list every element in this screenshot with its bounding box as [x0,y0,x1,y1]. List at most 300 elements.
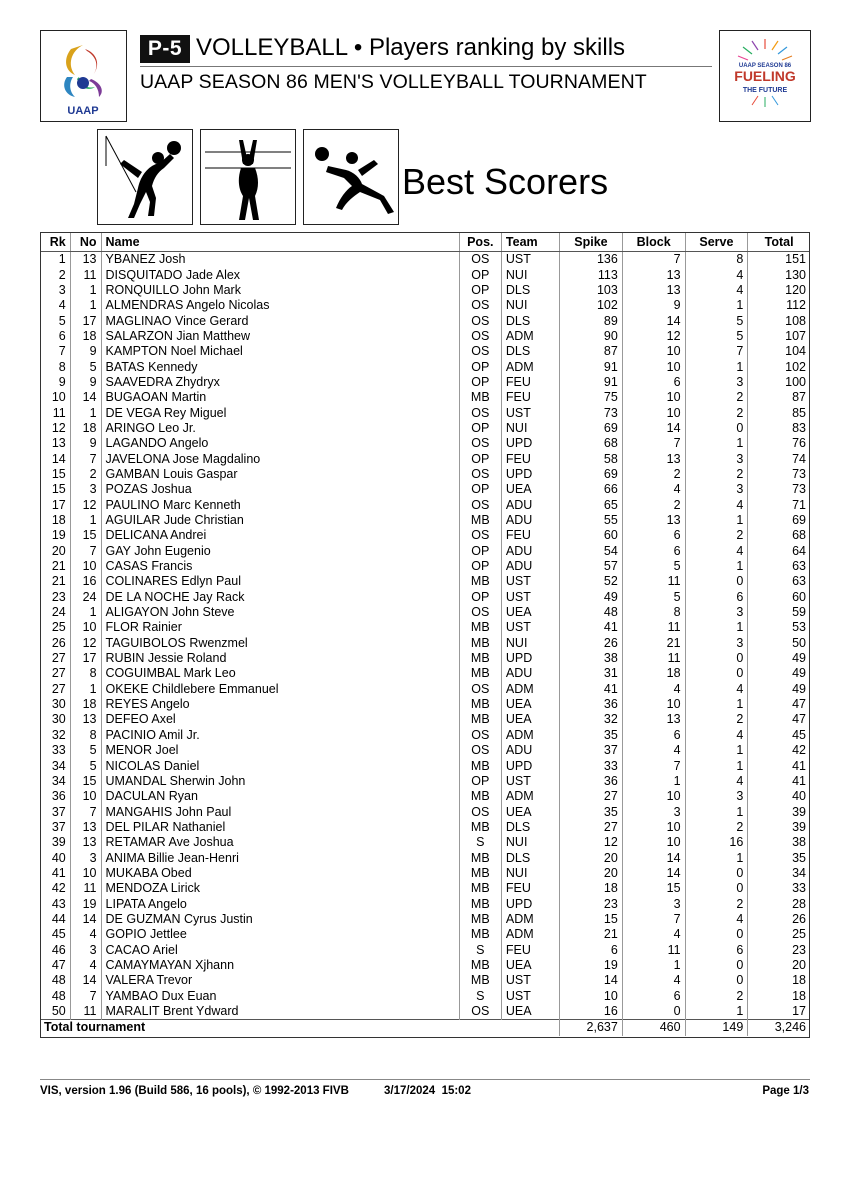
cell-rank: 43 [51,896,66,911]
cell-block: 3 [622,896,685,911]
cell-number: 13 [70,835,101,850]
cell-name: POZAS Joshua [101,482,459,497]
cell-position: MB [459,958,501,973]
cell-spike: 16 [560,1004,623,1020]
cell-position: MB [459,513,501,528]
cell-name: SALARZON Jian Matthew [101,329,459,344]
cell-name: GAMBAN Louis Gaspar [101,467,459,482]
cell-rank: 30 [51,712,66,727]
table-row [40,958,810,973]
cell-serve: 1 [685,620,748,635]
cell-position: MB [459,881,501,896]
footer-page-number: Page 1/3 [762,1085,809,1097]
cell-name: MAGLINAO Vince Gerard [101,313,459,328]
cell-team: UST [501,774,559,789]
cell-number: 5 [70,743,101,758]
table-row [40,390,810,405]
column-header-block: Block [622,232,685,252]
cell-rank: 14 [51,451,66,466]
cell-number: 7 [70,544,101,559]
table-row [40,513,810,528]
cell-block: 11 [622,942,685,957]
cell-serve: 2 [685,896,748,911]
cell-block: 10 [622,820,685,835]
cell-block: 14 [622,313,685,328]
cell-block: 0 [622,1004,685,1020]
cell-serve: 0 [685,421,748,436]
table-row [40,252,810,268]
footer-time: 15:02 [441,1085,471,1097]
cell-serve: 1 [685,359,748,374]
cell-team: UST [501,574,559,589]
cell-total: 85 [748,405,810,420]
cell-team: NUI [501,298,559,313]
cell-spike: 87 [560,344,623,359]
block-player-icon [200,129,296,225]
cell-name: DEL PILAR Nathaniel [101,820,459,835]
cell-team: UST [501,973,559,988]
cell-total: 73 [748,482,810,497]
cell-total: 18 [748,973,810,988]
cell-spike: 55 [560,513,623,528]
cell-block: 10 [622,390,685,405]
cell-team: FEU [501,451,559,466]
cell-number: 7 [70,804,101,819]
cell-serve: 1 [685,758,748,773]
table-row [40,697,810,712]
cell-spike: 36 [560,774,623,789]
cell-number: 11 [70,1004,101,1020]
cell-serve: 1 [685,436,748,451]
cell-total: 83 [748,421,810,436]
cell-position: OS [459,436,501,451]
cell-rank: 34 [51,758,66,773]
table-row [40,636,810,651]
cell-team: DLS [501,313,559,328]
cell-total: 74 [748,451,810,466]
cell-serve: 1 [685,697,748,712]
cell-block: 18 [622,666,685,681]
cell-position: OP [459,267,501,282]
cell-total: 42 [748,743,810,758]
cell-total: 47 [748,697,810,712]
cell-number: 8 [70,666,101,681]
table-row [40,651,810,666]
cell-number: 7 [70,989,101,1004]
cell-spike: 60 [560,528,623,543]
cell-name: COLINARES Edlyn Paul [101,574,459,589]
cell-team: NUI [501,835,559,850]
table-row [40,298,810,313]
cell-team: ADU [501,666,559,681]
cell-spike: 32 [560,712,623,727]
cell-spike: 75 [560,390,623,405]
cell-serve: 1 [685,850,748,865]
cell-total: 33 [748,881,810,896]
cell-name: LIPATA Angelo [101,896,459,911]
cell-block: 11 [622,574,685,589]
cell-spike: 90 [560,329,623,344]
cell-number: 10 [70,620,101,635]
cell-total: 50 [748,636,810,651]
cell-name: DACULAN Ryan [101,789,459,804]
cell-team: UPD [501,651,559,666]
cell-total: 64 [748,544,810,559]
table-row [40,774,810,789]
cell-number: 9 [70,375,101,390]
cell-team: FEU [501,390,559,405]
cell-number: 13 [70,712,101,727]
cell-spike: 113 [560,267,623,282]
cell-team: ADM [501,359,559,374]
table-row [40,666,810,681]
cell-name: SAAVEDRA Zhydryx [101,375,459,390]
cell-spike: 89 [560,313,623,328]
table-row [40,467,810,482]
table-row [40,283,810,298]
cell-number: 12 [70,498,101,513]
cell-team: ADM [501,927,559,942]
cell-name: MUKABA Obed [101,866,459,881]
cell-team: ADM [501,912,559,927]
cell-spike: 37 [560,743,623,758]
cell-block: 15 [622,881,685,896]
ranking-table-body [40,252,810,1020]
cell-total: 112 [748,298,810,313]
cell-block: 7 [622,252,685,268]
cell-block: 10 [622,789,685,804]
table-row [40,498,810,513]
cell-team: DLS [501,283,559,298]
cell-serve: 6 [685,942,748,957]
total-label: Total tournament [40,1020,560,1036]
cell-number: 2 [70,467,101,482]
cell-spike: 35 [560,804,623,819]
cell-position: MB [459,666,501,681]
cell-position: OS [459,682,501,697]
cell-name: JAVELONA Jose Magdalino [101,451,459,466]
column-header-spike: Spike [560,232,623,252]
cell-number: 5 [70,359,101,374]
cell-block: 14 [622,421,685,436]
cell-team: FEU [501,881,559,896]
cell-serve: 0 [685,651,748,666]
cell-rank: 20 [51,543,66,558]
cell-block: 7 [622,436,685,451]
cell-team: DLS [501,820,559,835]
cell-position: OP [459,283,501,298]
cell-rank: 33 [51,743,66,758]
cell-serve: 0 [685,927,748,942]
cell-total: 108 [748,313,810,328]
column-header-team: Team [501,232,559,252]
cell-serve: 3 [685,605,748,620]
cell-rank: 34 [51,773,66,788]
cell-position: MB [459,651,501,666]
table-row [40,436,810,451]
cell-team: ADM [501,329,559,344]
cell-name: OKEKE Childlebere Emmanuel [101,682,459,697]
cell-spike: 48 [560,605,623,620]
cell-rank: 26 [51,635,66,650]
cell-position: MB [459,927,501,942]
cell-serve: 4 [685,774,748,789]
cell-rank: 11 [52,405,66,420]
cell-team: NUI [501,267,559,282]
cell-rank: 40 [51,850,66,865]
table-row [40,728,810,743]
cell-rank: 15 [51,466,66,481]
cell-position: OS [459,252,501,268]
table-row [40,881,810,896]
cell-serve: 2 [685,989,748,1004]
cell-number: 4 [70,958,101,973]
cell-number: 3 [70,942,101,957]
cell-position: S [459,989,501,1004]
cell-rank: 39 [51,835,66,850]
cell-block: 13 [622,451,685,466]
cell-position: OP [459,421,501,436]
cell-number: 12 [70,636,101,651]
cell-team: UST [501,252,559,268]
cell-block: 10 [622,359,685,374]
cell-name: YBANEZ Josh [101,252,459,268]
cell-rank: 1 [58,252,66,267]
cell-spike: 66 [560,482,623,497]
cell-rank: 45 [51,927,66,942]
cell-rank: 37 [51,804,66,819]
cell-total: 49 [748,666,810,681]
cell-serve: 4 [685,498,748,513]
cell-serve: 1 [685,1004,748,1020]
cell-position: OP [459,359,501,374]
cell-block: 1 [622,958,685,973]
cell-serve: 1 [685,743,748,758]
cell-spike: 10 [560,989,623,1004]
cell-total: 40 [748,789,810,804]
cell-number: 18 [70,329,101,344]
cell-block: 6 [622,728,685,743]
cell-position: MB [459,697,501,712]
cell-position: OS [459,804,501,819]
cell-serve: 3 [685,636,748,651]
cell-total: 59 [748,605,810,620]
cell-rank: 44 [51,911,66,926]
cell-block: 4 [622,927,685,942]
cell-team: UEA [501,804,559,819]
footer-timestamp [384,1085,471,1097]
cell-total: 130 [748,267,810,282]
cell-total: 71 [748,498,810,513]
cell-rank: 48 [51,988,66,1003]
cell-name: YAMBAO Dux Euan [101,989,459,1004]
spike-player-icon [97,129,193,225]
cell-block: 4 [622,682,685,697]
cell-rank: 23 [51,589,66,604]
cell-position: OS [459,329,501,344]
cell-rank: 15 [51,482,66,497]
cell-serve: 2 [685,390,748,405]
cell-position: MB [459,758,501,773]
cell-spike: 69 [560,421,623,436]
cell-number: 13 [70,252,101,268]
cell-number: 10 [70,789,101,804]
cell-total: 60 [748,590,810,605]
cell-rank: 8 [58,359,66,374]
cell-serve: 5 [685,329,748,344]
cell-name: AGUILAR Jude Christian [101,513,459,528]
sponsor-line1: UAAP SEASON 86 [738,63,792,69]
cell-position: MB [459,820,501,835]
cell-serve: 4 [685,728,748,743]
cell-number: 14 [70,973,101,988]
cell-team: UEA [501,605,559,620]
uaap-logo [40,30,127,122]
table-row [40,1004,810,1020]
cell-number: 14 [70,390,101,405]
cell-name: NICOLAS Daniel [101,758,459,773]
cell-serve: 3 [685,482,748,497]
cell-team: UPD [501,467,559,482]
cell-spike: 58 [560,451,623,466]
cell-name: DISQUITADO Jade Alex [101,267,459,282]
table-row [40,344,810,359]
column-header-name: Name [101,232,459,252]
cell-serve: 0 [685,574,748,589]
table-row [40,482,810,497]
cell-spike: 12 [560,835,623,850]
cell-serve: 6 [685,590,748,605]
cell-number: 17 [70,313,101,328]
cell-position: MB [459,896,501,911]
cell-serve: 0 [685,881,748,896]
table-row [40,850,810,865]
cell-team: UST [501,405,559,420]
cell-rank: 3 [58,282,66,297]
cell-block: 5 [622,590,685,605]
cell-serve: 1 [685,804,748,819]
cell-total: 41 [748,758,810,773]
cell-block: 12 [622,329,685,344]
cell-serve: 3 [685,789,748,804]
cell-team: DLS [501,344,559,359]
cell-spike: 91 [560,359,623,374]
cell-name: DE LA NOCHE Jay Rack [101,590,459,605]
table-row [40,927,810,942]
column-header-rank: Rk [40,232,70,252]
cell-block: 7 [622,912,685,927]
cell-total: 20 [748,958,810,973]
cell-position: OS [459,1004,501,1020]
cell-number: 10 [70,866,101,881]
cell-serve: 4 [685,544,748,559]
cell-rank: 12 [51,420,66,435]
cell-number: 1 [70,605,101,620]
cell-number: 1 [70,283,101,298]
cell-spike: 49 [560,590,623,605]
cell-spike: 54 [560,544,623,559]
cell-total: 23 [748,942,810,957]
cell-spike: 65 [560,498,623,513]
table-row [40,942,810,957]
cell-number: 24 [70,590,101,605]
table-row [40,267,810,282]
table-row [40,313,810,328]
cell-position: OS [459,728,501,743]
cell-rank: 46 [51,942,66,957]
cell-name: MANGAHIS John Paul [101,804,459,819]
cell-name: ANIMA Billie Jean-Henri [101,850,459,865]
cell-name: GOPIO Jettlee [101,927,459,942]
cell-total: 53 [748,620,810,635]
cell-number: 11 [70,267,101,282]
cell-number: 15 [70,774,101,789]
cell-name: DELICANA Andrei [101,528,459,543]
cell-position: OS [459,298,501,313]
cell-block: 2 [622,467,685,482]
sponsor-line2: FUELING [734,68,796,84]
cell-total: 41 [748,774,810,789]
cell-rank: 27 [51,681,66,696]
cell-spike: 20 [560,866,623,881]
table-row [40,359,810,374]
cell-team: NUI [501,421,559,436]
cell-serve: 4 [685,283,748,298]
cell-name: DE VEGA Rey Miguel [101,405,459,420]
cell-rank: 47 [51,957,66,972]
cell-team: NUI [501,636,559,651]
cell-position: OS [459,605,501,620]
cell-rank: 19 [51,528,66,543]
cell-spike: 14 [560,973,623,988]
cell-serve: 1 [685,298,748,313]
cell-position: MB [459,789,501,804]
cell-number: 9 [70,436,101,451]
cell-serve: 0 [685,866,748,881]
cell-spike: 41 [560,620,623,635]
cell-team: UEA [501,1004,559,1020]
cell-total: 100 [748,375,810,390]
cell-serve: 4 [685,682,748,697]
cell-rank: 42 [51,881,66,896]
cell-spike: 102 [560,298,623,313]
skill-heading: Best Scorers [402,161,609,202]
column-header-number: No [70,232,101,252]
cell-spike: 26 [560,636,623,651]
cell-position: OS [459,405,501,420]
cell-position: OP [459,375,501,390]
cell-spike: 69 [560,467,623,482]
cell-team: ADU [501,743,559,758]
cell-number: 3 [70,482,101,497]
cell-total: 102 [748,359,810,374]
total-spike: 2,637 [560,1020,623,1036]
cell-serve: 8 [685,252,748,268]
cell-name: UMANDAL Sherwin John [101,774,459,789]
cell-total: 63 [748,574,810,589]
cell-team: ADM [501,789,559,804]
cell-rank: 27 [51,651,66,666]
cell-position: OP [459,559,501,574]
cell-name: PACINIO Amil Jr. [101,728,459,743]
cell-name: COGUIMBAL Mark Leo [101,666,459,681]
cell-total: 45 [748,728,810,743]
cell-number: 11 [70,881,101,896]
table-row [40,544,810,559]
cell-total: 104 [748,344,810,359]
cell-team: ADM [501,728,559,743]
cell-spike: 103 [560,283,623,298]
